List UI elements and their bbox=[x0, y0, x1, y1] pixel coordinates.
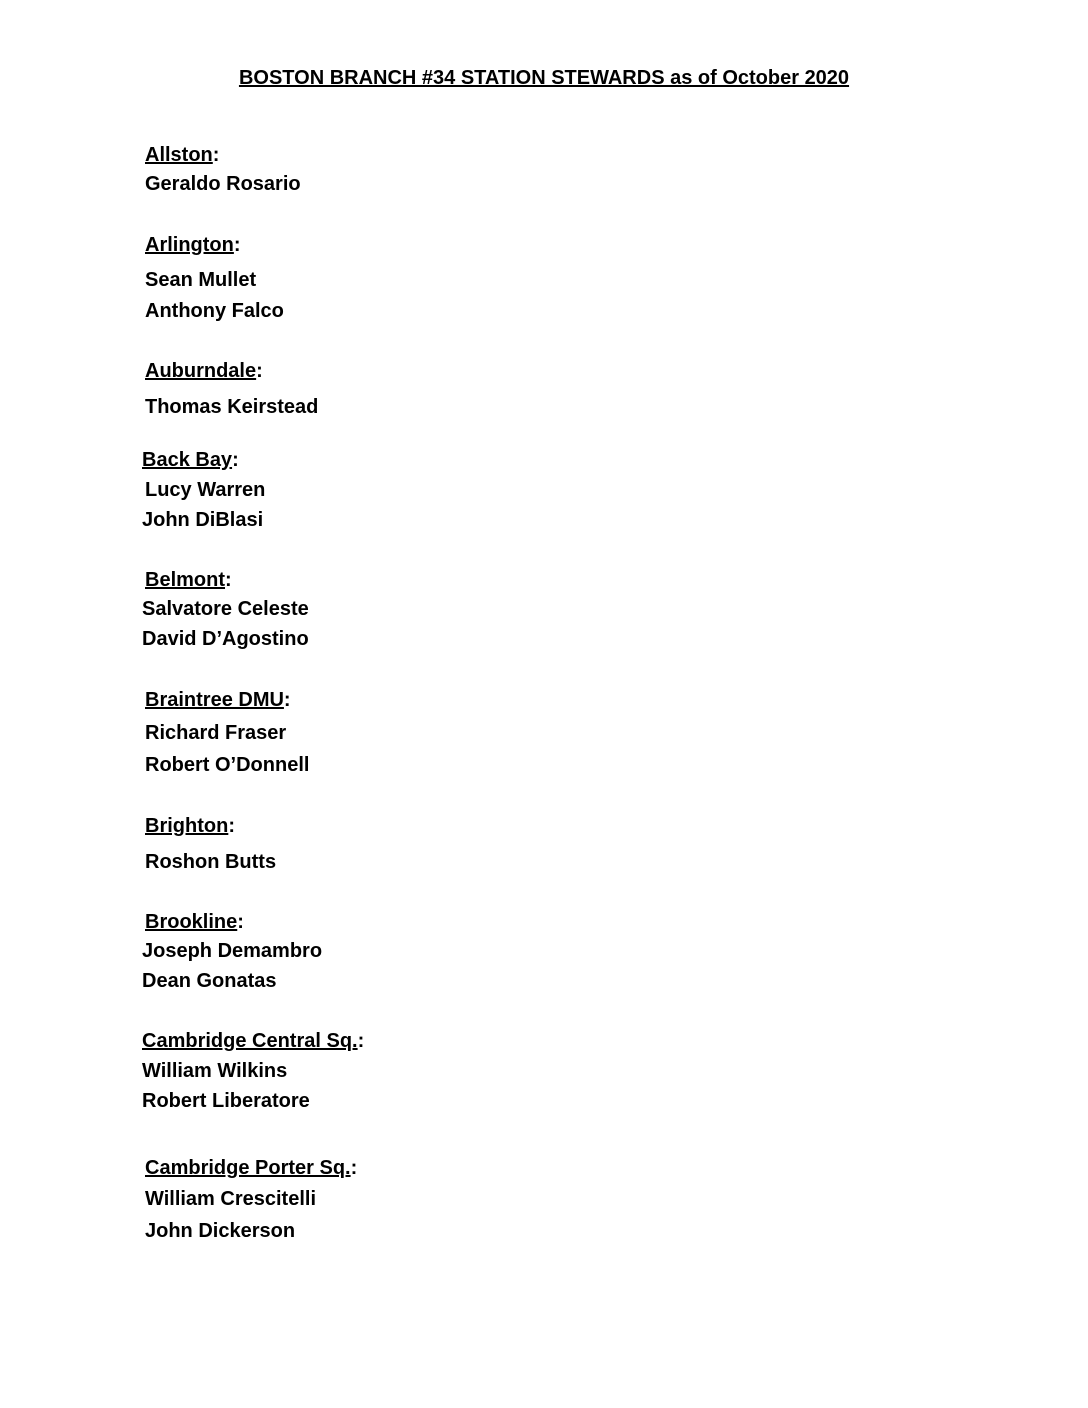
steward-name: Robert Liberatore bbox=[142, 1090, 310, 1112]
steward-name: Lucy Warren bbox=[145, 479, 266, 501]
station-name: Brighton bbox=[145, 815, 229, 837]
station-name: Cambridge Central Sq. bbox=[142, 1030, 358, 1052]
steward-name: Robert O’Donnell bbox=[145, 754, 310, 776]
station-heading: Back Bay: bbox=[142, 449, 239, 471]
steward-name: Thomas Keirstead bbox=[145, 396, 319, 418]
steward-name: Geraldo Rosario bbox=[145, 173, 301, 195]
station-braintree-dmu bbox=[145, 688, 291, 712]
steward-name: Dean Gonatas bbox=[142, 970, 277, 992]
steward-name: Richard Fraser bbox=[145, 722, 287, 744]
station-name: Arlington bbox=[145, 234, 234, 256]
station-heading: Belmont: bbox=[145, 569, 232, 591]
station-heading: Allston: bbox=[145, 144, 220, 166]
station-name: Allston bbox=[145, 144, 213, 166]
station-allston bbox=[145, 143, 219, 167]
station-heading: Cambridge Central Sq.: bbox=[142, 1030, 365, 1052]
station-heading: Brookline: bbox=[145, 911, 244, 933]
station-heading: Brighton: bbox=[145, 815, 235, 837]
station-name: Auburndale bbox=[145, 360, 257, 382]
steward-name: John Dickerson bbox=[145, 1220, 296, 1242]
steward-name: Sean Mullet bbox=[145, 269, 257, 291]
station-brighton bbox=[145, 814, 235, 838]
steward-name: William Crescitelli bbox=[145, 1188, 316, 1210]
station-cambridge-porter-sq bbox=[145, 1156, 357, 1180]
steward-name: Salvatore Celeste bbox=[142, 598, 309, 620]
steward-name: William Wilkins bbox=[142, 1060, 288, 1082]
station-heading: Auburndale: bbox=[145, 360, 263, 382]
station-heading: Braintree DMU: bbox=[145, 689, 291, 711]
steward-name: John DiBlasi bbox=[142, 509, 264, 531]
steward-name: Roshon Butts bbox=[145, 851, 277, 873]
station-name: Belmont bbox=[145, 569, 225, 591]
station-heading: Cambridge Porter Sq.: bbox=[145, 1157, 358, 1179]
station-heading: Arlington: bbox=[145, 234, 241, 256]
station-auburndale bbox=[145, 359, 263, 383]
steward-name: Joseph Demambro bbox=[142, 940, 323, 962]
station-arlington bbox=[145, 233, 241, 257]
station-cambridge-central-sq bbox=[142, 1029, 364, 1053]
station-name: Cambridge Porter Sq. bbox=[145, 1157, 351, 1179]
station-name: Braintree DMU bbox=[145, 689, 284, 711]
steward-name: David D’Agostino bbox=[142, 628, 309, 650]
station-back-bay bbox=[142, 448, 239, 472]
document-title: BOSTON BRANCH #34 STATION STEWARDS as of October 2020 bbox=[238, 67, 850, 89]
station-name: Brookline bbox=[145, 911, 238, 933]
station-belmont bbox=[145, 568, 232, 592]
station-name: Back Bay bbox=[142, 449, 233, 471]
steward-name: Anthony Falco bbox=[145, 300, 284, 322]
station-brookline bbox=[145, 910, 244, 934]
